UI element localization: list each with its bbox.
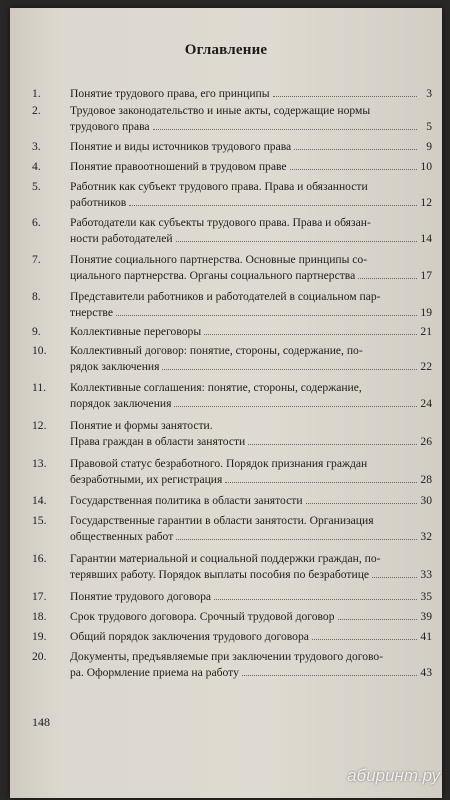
toc-entry-number: 12. — [32, 419, 47, 432]
toc-entry-number: 8. — [32, 290, 41, 303]
toc-entry-title: ности работодателей — [70, 231, 173, 245]
dot-leader — [248, 434, 417, 444]
toc-entry-title: рядок заключения — [70, 359, 160, 373]
toc-entry-title: циального партнерства. Органы социального партнерства — [70, 268, 356, 282]
toc-entry-title: Коллективный договор: понятие, стороны, содержание, по- — [70, 344, 363, 357]
toc-entry-title: работников — [70, 195, 127, 209]
book-page — [10, 8, 442, 798]
toc-entry-number: 3. — [32, 140, 41, 153]
toc-entry-page: 9 — [426, 140, 432, 153]
watermark-logo: абиринт.ру — [347, 766, 440, 785]
dot-leader — [116, 305, 417, 315]
toc-entry-page: 22 — [420, 359, 432, 373]
toc-entry-title: Трудовое законодательство и иные акты, содержащие нормы — [70, 104, 371, 117]
toc-entry-page: 41 — [420, 630, 432, 643]
dot-leader — [290, 160, 417, 170]
toc-entry-title: Документы, предъявляемые при заключении трудового догово- — [70, 650, 384, 663]
toc-entry-title: Понятие и формы занятости. — [70, 419, 213, 432]
toc-entry-title: терявших работу. Порядок выплаты пособия по безработице — [70, 567, 370, 581]
dot-leader — [176, 529, 417, 539]
toc-entry-page: 17 — [420, 268, 432, 282]
dot-leader — [153, 119, 417, 129]
toc-entry-number: 2. — [32, 104, 41, 117]
toc-entry-number: 11. — [32, 381, 47, 394]
dot-leader — [294, 140, 417, 150]
dot-leader — [204, 325, 417, 335]
toc-entry-number: 4. — [32, 160, 41, 173]
dot-leader — [338, 610, 417, 620]
toc-entry-title: Государственная политика в области занятости — [70, 494, 303, 507]
toc-entry-number: 15. — [32, 514, 47, 527]
toc-entry-page: 32 — [420, 529, 432, 543]
dot-leader — [358, 268, 417, 278]
toc-entry-page: 30 — [420, 494, 432, 507]
dot-leader — [225, 472, 417, 482]
dot-leader — [174, 396, 417, 406]
toc-entry-title: Понятие социального партнерства. Основные принципы со- — [70, 253, 368, 266]
toc-entry-title: Понятие трудового права, его принципы — [70, 87, 270, 100]
toc-entry-number: 6. — [32, 216, 41, 229]
toc-entry-title: порядок заключения — [70, 396, 172, 410]
dot-leader — [312, 630, 417, 640]
page-number: 148 — [32, 715, 50, 729]
toc-entry-page: 19 — [420, 305, 432, 319]
toc-entry-number: 7. — [32, 253, 41, 266]
toc-entry-title: Коллективные соглашения: понятие, стороны, содержание, — [70, 381, 362, 394]
toc-entry-page: 12 — [420, 195, 432, 209]
dot-leader — [214, 590, 417, 600]
toc-entry-title: Понятие правоотношений в трудовом праве — [70, 160, 287, 173]
toc-entry-page: 3 — [426, 87, 432, 100]
toc-entry-page: 21 — [420, 325, 432, 338]
dot-leader — [273, 87, 417, 97]
toc-entry-page: 5 — [426, 119, 432, 133]
toc-entry-title: Понятие трудового договора — [70, 590, 212, 603]
toc-entry-number: 14. — [32, 494, 47, 507]
dot-leader — [372, 567, 417, 577]
page-title: Оглавление — [184, 42, 268, 58]
toc-entry-title: трудового права — [70, 119, 150, 133]
toc-entry-number: 1. — [32, 87, 41, 100]
toc-entry-page: 24 — [420, 396, 432, 410]
toc-entry-number: 10. — [32, 344, 47, 357]
toc-entry-page: 43 — [420, 665, 432, 679]
dot-leader — [306, 494, 417, 504]
toc-entry-title: Права граждан в области занятости — [70, 434, 246, 448]
toc-entry-title: Коллективные переговоры — [70, 325, 202, 338]
toc-entry-title: Государственные гарантии в области занятости. Организация — [70, 514, 374, 527]
toc-entry-page: 35 — [420, 590, 432, 603]
toc-entry-page: 10 — [420, 160, 432, 173]
toc-entry-title: Понятие и виды источников трудового права — [70, 140, 292, 153]
dot-leader — [129, 195, 417, 205]
toc-entry-number: 20. — [32, 650, 47, 663]
toc-entry-number: 17. — [32, 590, 47, 603]
toc-entry-title: Правовой статус безработного. Порядок признания граждан — [70, 457, 368, 470]
toc-entry-page: 39 — [420, 610, 432, 623]
dot-leader — [242, 665, 417, 675]
toc-entry-title: тнерстве — [70, 305, 113, 319]
toc-entry-page: 26 — [420, 434, 432, 448]
dot-leader — [162, 359, 417, 369]
toc-entry-number: 19. — [32, 630, 47, 643]
toc-entry-title: Общий порядок заключения трудового договора — [70, 630, 309, 643]
toc-entry-page: 33 — [420, 567, 432, 581]
toc-entry-number: 9. — [32, 325, 41, 338]
toc-entry-number: 13. — [32, 457, 47, 470]
toc-entry-title: Работник как субъект трудового права. Права и обязанности — [70, 180, 368, 193]
toc-entry-title: Представители работников и работодателей в социальном пар- — [70, 290, 381, 303]
toc-entry-number: 18. — [32, 610, 47, 623]
toc-entry-title: Гарантии материальной и социальной поддержки граждан, по- — [70, 552, 381, 565]
dot-leader — [176, 231, 417, 241]
toc-entry-title: Работодатели как субъекты трудового права. Права и обязан- — [70, 216, 371, 229]
toc-entry-number: 5. — [32, 180, 41, 193]
toc-entry-page: 14 — [420, 231, 432, 245]
toc-entry-title: Срок трудового договора. Срочный трудовой договор — [70, 610, 335, 623]
toc-entry-number: 16. — [32, 552, 47, 565]
toc-entry-title: ра. Оформление приема на работу — [70, 665, 239, 679]
toc-entry-page: 28 — [420, 472, 432, 486]
toc-entry-title: безработными, их регистрация — [70, 472, 223, 486]
toc-entry-title: общественных работ — [70, 529, 174, 543]
